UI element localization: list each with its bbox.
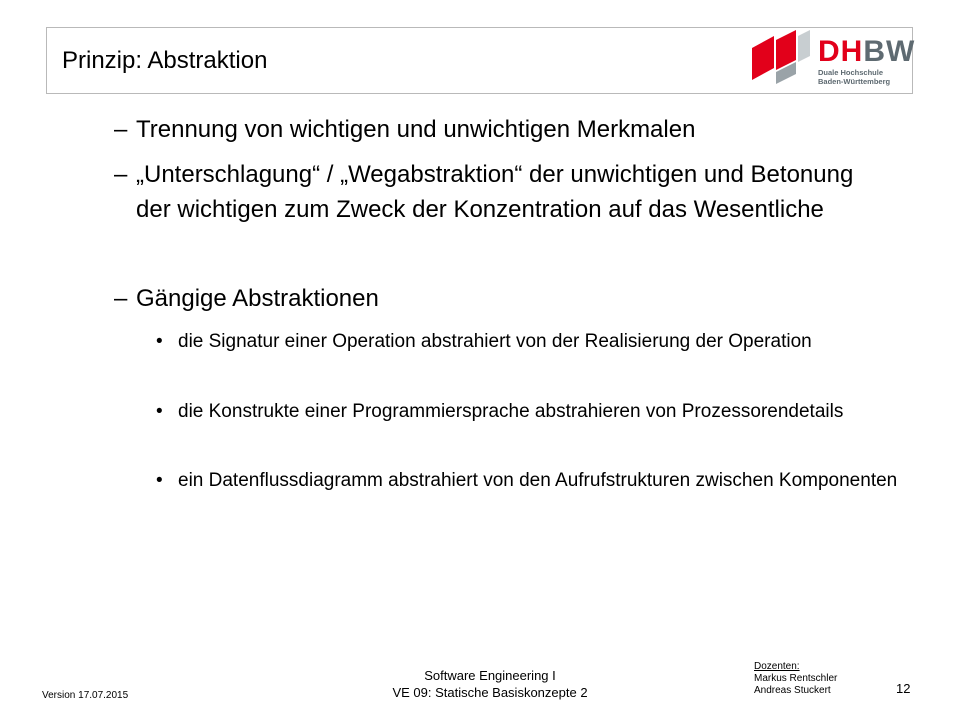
sub-list-item-text: die Signatur einer Operation abstrahiert von der Realisierung der Operation <box>178 331 812 352</box>
logo-wordmark <box>818 37 915 67</box>
lecturers-label: Dozenten: <box>754 661 800 672</box>
sub-list-item-text: ein Datenflussdiagramm abstrahiert von den Aufrufstrukturen zwischen Komponenten <box>178 470 898 491</box>
slide-title: Prinzip: Abstraktion <box>62 47 268 74</box>
logo-line1: Duale Hochschule <box>818 68 884 77</box>
dash-marker: – <box>114 161 128 188</box>
lecturer-name: Markus Rentschler <box>754 673 838 684</box>
dash-marker: – <box>114 285 128 312</box>
logo-line2: Baden-Württemberg <box>818 77 891 86</box>
version-label: Version 17.07.2015 <box>42 690 129 701</box>
course-line1: Software Engineering I <box>424 668 556 683</box>
bullet-marker: • <box>156 401 163 422</box>
logo-subtitle <box>818 68 890 86</box>
bullet-marker: • <box>156 470 163 491</box>
list-item-text: „Unterschlagung“ / „Wegabstraktion“ der unwichtigen und Betonung der wichtigen zum Zweck der Konzentration auf das Wesentliche <box>136 161 854 223</box>
bullet-marker: • <box>156 331 163 352</box>
sub-list-item-text: die Konstrukte einer Programmiersprache abstrahieren von Prozessorendetails <box>178 401 844 422</box>
page-number: 12 <box>896 681 911 696</box>
logo-letters-red: DH <box>818 35 864 68</box>
list-item-text: Trennung von wichtigen und unwichtigen Merkmalen <box>136 116 696 143</box>
list-item-text: Gängige Abstraktionen <box>136 285 379 312</box>
logo-letters-gray: BW <box>863 35 916 68</box>
lecturers-block <box>754 661 837 697</box>
course-info <box>380 667 600 701</box>
lecturer-name: Andreas Stuckert <box>754 685 831 696</box>
dash-marker: – <box>114 116 128 143</box>
course-line2: VE 09: Statische Basiskonzepte 2 <box>392 685 588 700</box>
